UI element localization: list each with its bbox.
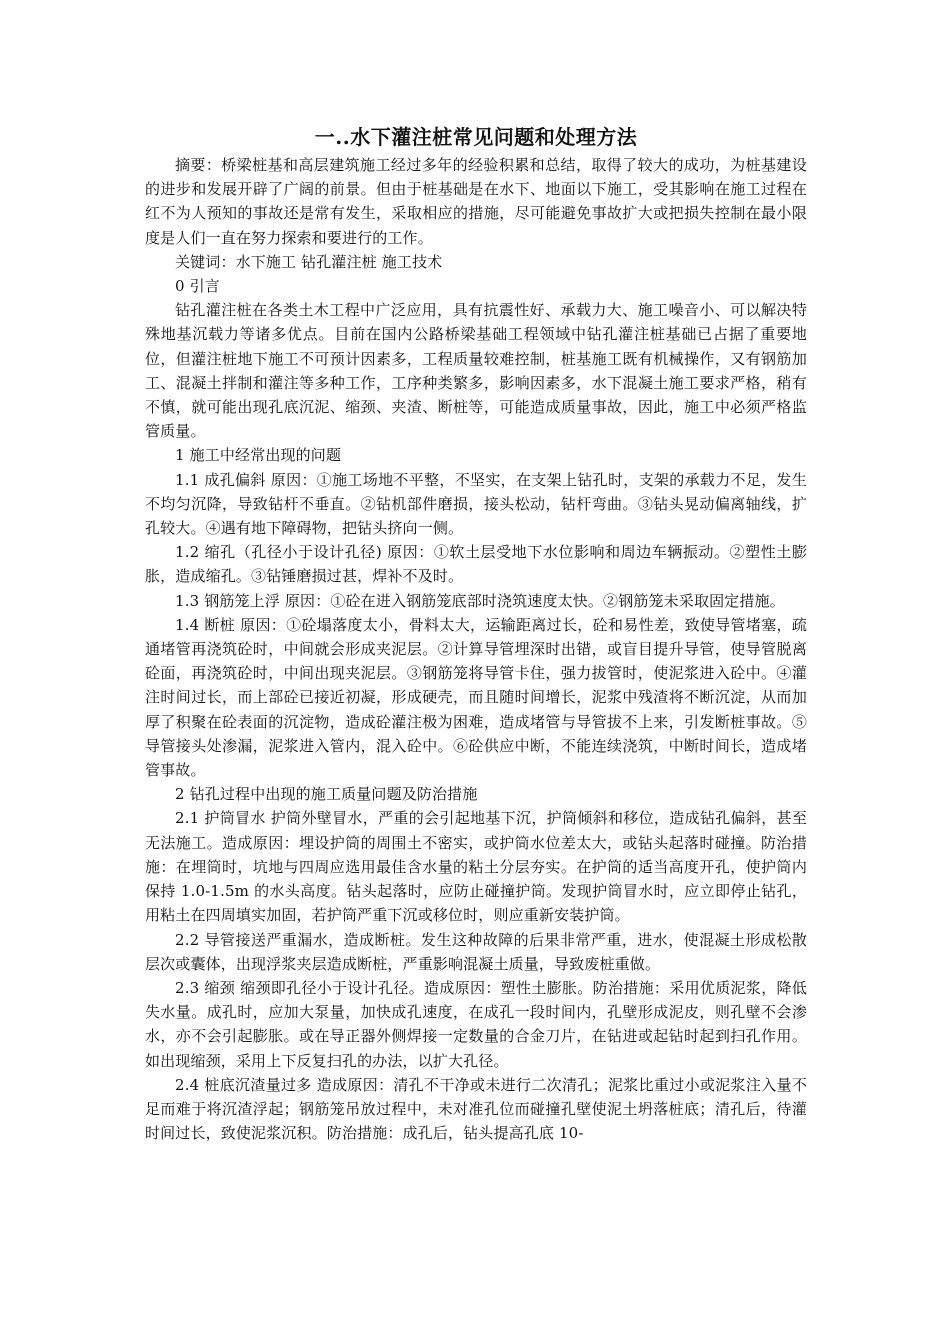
abstract-paragraph: 摘要：桥梁桩基和高层建筑施工经过多年的经验积累和总结，取得了较大的成功，为桩基建设的进步和发展开辟了广阔的前景。但由于桩基础是在水下、地面以下施工，受其影响在施工过程在红不为人预知的事故还是常有发生，采取相应的措施，尽可能避免事故扩大或把损失控制在最小限度是人们一直在努力探索和要进行的工作。: [145, 156, 807, 247]
paragraph-2-1: 2.1 护筒冒水 护筒外壁冒水，严重的会引起地基下沉，护筒倾斜和移位，造成钻孔偏斜，甚至无法施工。造成原因：埋设护筒的周围土不密实，或护筒水位差太大，或钻头起落时碰撞。防治措施：在埋筒时，坑地与四周应选用最佳含水量的粘土分层夯实。在护筒的适当高度开孔，使护筒内保持 1.0-1.5m 的水头高度。钻头起落时，应防止碰撞护筒。发现护筒冒水时，应立即停止钻孔，用粘土在四周填实加固，若护筒严重下沉或移位时，则应重新安装护筒。: [145, 809, 807, 925]
paragraph-1-4: 1.4 断桩 原因：①砼塌落度太小，骨料太大，运输距离过长，砼和易性差，致使导管堵塞，疏通堵管再浇筑砼时，中间就会形成夹泥层。②计算导管埋深时出错，或盲目提升导管，使导管脱离砼面，再浇筑砼时，中间出现夹泥层。③钢筋笼将导管卡住，强力拔管时，使泥浆进入砼中。④灌注时间过长，而上部砼已接近初凝，形成硬壳，而且随时间增长，泥浆中残渣将不断沉淀，从而加厚了积聚在砼表面的沉淀物，造成砼灌注极为困难，造成堵管与导管拔不上来，引发断桩事故。⑤导管接头处渗漏，泥浆进入管内，混入砼中。⑥砼供应中断，不能连续浇筑，中断时间长，造成堵管事故。: [145, 615, 807, 780]
paragraph-1-2: 1.2 缩孔（孔径小于设计孔径) 原因：①软土层受地下水位影响和周边车辆振动。②塑性土膨胀，造成缩孔。③钻锤磨损过甚，焊补不及时。: [145, 543, 807, 586]
section-heading-1: 1 施工中经常出现的问题: [175, 446, 342, 465]
introduction-paragraph: 钻孔灌注桩在各类土木工程中广泛应用，具有抗震性好、承载力大、施工噪音小、可以解决特殊地基沉载力等诸多优点。目前在国内公路桥梁基础工程领域中钻孔灌注桩基础已占据了重要地位，但灌注桩地下施工不可预计因素多，工程质量较难控制，桩基施工既有机械操作，又有钢筋加工、混凝土拌制和灌注等多种工作，工序种类繁多，影响因素多，水下混凝土施工要求严格，稍有不慎，就可能出现孔底沉泥、缩颈、夹渣、断桩等，可能造成质量事故，因此，施工中必须严格监管质量。: [145, 301, 807, 441]
paragraph-2-3: 2.3 缩颈 缩颈即孔径小于设计孔径。造成原因：塑性土膨胀。防治措施：采用优质泥浆，降低失水量。成孔时，应加大泵量，加快成孔速度，在成孔一段时间内，孔壁形成泥皮，则孔壁不会渗水，亦不会引起膨胀。或在导正器外侧焊接一定数量的合金刀片，在钻进或起钻时起到扫孔作用。如出现缩颈，采用上下反复扫孔的办法，以扩大孔径。: [145, 978, 807, 1070]
section-heading-introduction: 0 引言: [175, 277, 220, 296]
paragraph-2-2: 2.2 导管接送严重漏水，造成断桩。发生这种故障的后果非常严重，进水，使混凝土形成松散层次或囊体，出现浮浆夹层造成断桩，严重影响混凝土质量，导致废桩重做。: [145, 930, 807, 973]
paragraph-2-4: 2.4 桩底沉渣量过多 造成原因：清孔不干净或未进行二次清孔；泥浆比重过小或泥浆注入量不足而难于将沉渣浮起；钢筋笼吊放过程中，未对准孔位而碰撞孔壁使泥土坍落桩底；清孔后，待灌时间过长，致使泥浆沉积。防治措施：成孔后，钻头提高孔底 10-: [145, 1075, 807, 1143]
section-heading-2: 2 钻孔过程中出现的施工质量问题及防治措施: [175, 785, 478, 804]
paragraph-1-1: 1.1 成孔偏斜 原因：①施工场地不平整，不坚实，在支架上钻孔时，支架的承载力不足，发生不均匀沉降，导致钻杆不垂直。②钻机部件磨损，接头松动，钻杆弯曲。③钻头晃动偏离轴线，扩孔较大。④遇有地下障碍物，把钻头挤向一侧。: [145, 470, 807, 538]
paragraph-1-3: 1.3 钢筋笼上浮 原因：①砼在进入钢筋笼底部时浇筑速度太快。②钢筋笼未采取固定措施。: [175, 591, 785, 610]
document-title: 一..水下灌注桩常见问题和处理方法: [314, 125, 638, 149]
keywords-line: 关键词：水下施工 钻孔灌注桩 施工技术: [175, 252, 443, 271]
document-body: [145, 122, 807, 1145]
